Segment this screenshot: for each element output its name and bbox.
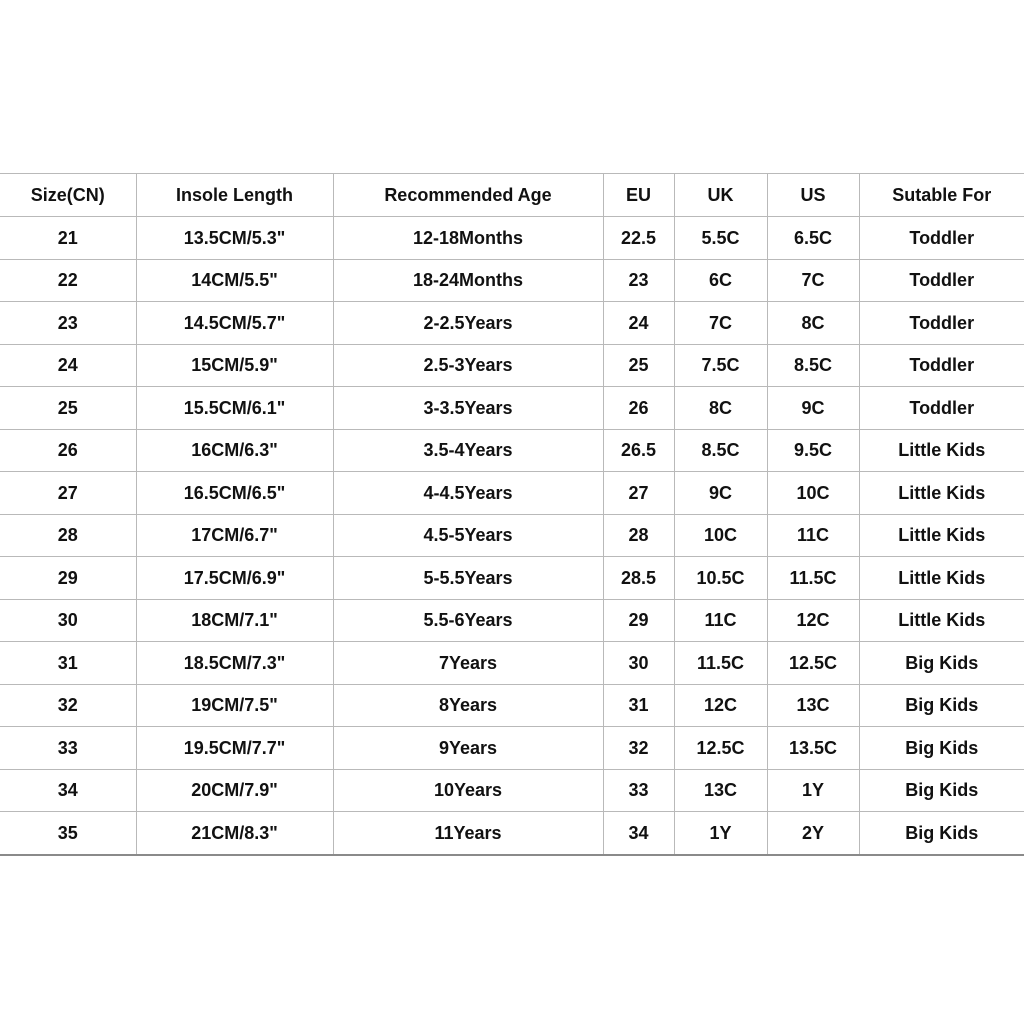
cell-us: 12C <box>767 599 859 642</box>
cell-recommended-age: 12-18Months <box>333 217 603 260</box>
cell-eu: 26 <box>603 387 674 430</box>
cell-insole-length: 19.5CM/7.7" <box>136 727 333 770</box>
cell-eu: 34 <box>603 812 674 855</box>
table-row <box>0 684 1024 727</box>
cell-suitable-for: Little Kids <box>859 514 1024 557</box>
cell-size-cn: 31 <box>0 642 136 685</box>
size-chart-table <box>0 173 1024 856</box>
cell-uk: 1Y <box>674 812 767 855</box>
cell-uk: 11C <box>674 599 767 642</box>
cell-us: 1Y <box>767 769 859 812</box>
cell-insole-length: 16CM/6.3" <box>136 429 333 472</box>
column-header-uk: UK <box>674 174 767 217</box>
cell-us: 7C <box>767 259 859 302</box>
column-header-us: US <box>767 174 859 217</box>
table-row <box>0 344 1024 387</box>
cell-uk: 9C <box>674 472 767 515</box>
cell-recommended-age: 11Years <box>333 812 603 855</box>
cell-size-cn: 28 <box>0 514 136 557</box>
cell-eu: 31 <box>603 684 674 727</box>
cell-size-cn: 23 <box>0 302 136 345</box>
cell-eu: 26.5 <box>603 429 674 472</box>
cell-insole-length: 17CM/6.7" <box>136 514 333 557</box>
cell-recommended-age: 9Years <box>333 727 603 770</box>
cell-uk: 11.5C <box>674 642 767 685</box>
cell-us: 12.5C <box>767 642 859 685</box>
cell-recommended-age: 7Years <box>333 642 603 685</box>
cell-insole-length: 15.5CM/6.1" <box>136 387 333 430</box>
cell-suitable-for: Toddler <box>859 259 1024 302</box>
table-row <box>0 387 1024 430</box>
cell-recommended-age: 18-24Months <box>333 259 603 302</box>
table-row <box>0 727 1024 770</box>
cell-recommended-age: 10Years <box>333 769 603 812</box>
cell-insole-length: 15CM/5.9" <box>136 344 333 387</box>
cell-recommended-age: 4.5-5Years <box>333 514 603 557</box>
cell-eu: 28 <box>603 514 674 557</box>
cell-insole-length: 17.5CM/6.9" <box>136 557 333 600</box>
cell-suitable-for: Toddler <box>859 344 1024 387</box>
cell-uk: 7.5C <box>674 344 767 387</box>
cell-us: 11.5C <box>767 557 859 600</box>
table-row <box>0 429 1024 472</box>
size-chart-body <box>0 217 1024 855</box>
cell-eu: 28.5 <box>603 557 674 600</box>
table-row <box>0 642 1024 685</box>
cell-recommended-age: 3-3.5Years <box>333 387 603 430</box>
cell-eu: 24 <box>603 302 674 345</box>
cell-size-cn: 29 <box>0 557 136 600</box>
cell-size-cn: 26 <box>0 429 136 472</box>
cell-uk: 12C <box>674 684 767 727</box>
cell-suitable-for: Little Kids <box>859 599 1024 642</box>
cell-insole-length: 19CM/7.5" <box>136 684 333 727</box>
cell-size-cn: 33 <box>0 727 136 770</box>
cell-us: 13.5C <box>767 727 859 770</box>
cell-us: 2Y <box>767 812 859 855</box>
cell-insole-length: 20CM/7.9" <box>136 769 333 812</box>
cell-us: 11C <box>767 514 859 557</box>
cell-insole-length: 13.5CM/5.3" <box>136 217 333 260</box>
cell-eu: 29 <box>603 599 674 642</box>
cell-recommended-age: 4-4.5Years <box>333 472 603 515</box>
cell-eu: 33 <box>603 769 674 812</box>
cell-insole-length: 14CM/5.5" <box>136 259 333 302</box>
table-row <box>0 302 1024 345</box>
cell-eu: 23 <box>603 259 674 302</box>
cell-eu: 22.5 <box>603 217 674 260</box>
cell-uk: 6C <box>674 259 767 302</box>
cell-eu: 32 <box>603 727 674 770</box>
cell-uk: 10.5C <box>674 557 767 600</box>
cell-insole-length: 21CM/8.3" <box>136 812 333 855</box>
column-header-recommended-age: Recommended Age <box>333 174 603 217</box>
cell-suitable-for: Big Kids <box>859 642 1024 685</box>
cell-size-cn: 34 <box>0 769 136 812</box>
cell-suitable-for: Little Kids <box>859 472 1024 515</box>
cell-recommended-age: 2.5-3Years <box>333 344 603 387</box>
cell-size-cn: 35 <box>0 812 136 855</box>
cell-us: 6.5C <box>767 217 859 260</box>
table-row <box>0 812 1024 855</box>
column-header-eu: EU <box>603 174 674 217</box>
cell-size-cn: 24 <box>0 344 136 387</box>
cell-us: 9.5C <box>767 429 859 472</box>
cell-eu: 30 <box>603 642 674 685</box>
cell-uk: 12.5C <box>674 727 767 770</box>
cell-us: 8.5C <box>767 344 859 387</box>
table-row <box>0 599 1024 642</box>
table-row <box>0 769 1024 812</box>
cell-uk: 8C <box>674 387 767 430</box>
cell-suitable-for: Toddler <box>859 387 1024 430</box>
cell-recommended-age: 5.5-6Years <box>333 599 603 642</box>
cell-size-cn: 30 <box>0 599 136 642</box>
cell-suitable-for: Big Kids <box>859 769 1024 812</box>
table-row <box>0 259 1024 302</box>
column-header-size-cn: Size(CN) <box>0 174 136 217</box>
cell-uk: 8.5C <box>674 429 767 472</box>
cell-us: 9C <box>767 387 859 430</box>
column-header-suitable-for: Sutable For <box>859 174 1024 217</box>
cell-eu: 25 <box>603 344 674 387</box>
cell-suitable-for: Little Kids <box>859 429 1024 472</box>
cell-insole-length: 16.5CM/6.5" <box>136 472 333 515</box>
cell-recommended-age: 8Years <box>333 684 603 727</box>
table-row <box>0 217 1024 260</box>
header-row <box>0 174 1024 217</box>
cell-suitable-for: Big Kids <box>859 727 1024 770</box>
cell-us: 8C <box>767 302 859 345</box>
cell-uk: 13C <box>674 769 767 812</box>
column-header-insole-length: Insole Length <box>136 174 333 217</box>
cell-uk: 5.5C <box>674 217 767 260</box>
cell-eu: 27 <box>603 472 674 515</box>
cell-recommended-age: 3.5-4Years <box>333 429 603 472</box>
cell-us: 13C <box>767 684 859 727</box>
cell-suitable-for: Big Kids <box>859 812 1024 855</box>
cell-us: 10C <box>767 472 859 515</box>
cell-size-cn: 32 <box>0 684 136 727</box>
cell-recommended-age: 5-5.5Years <box>333 557 603 600</box>
cell-suitable-for: Big Kids <box>859 684 1024 727</box>
table-row <box>0 557 1024 600</box>
cell-insole-length: 14.5CM/5.7" <box>136 302 333 345</box>
cell-suitable-for: Toddler <box>859 302 1024 345</box>
table-row <box>0 472 1024 515</box>
cell-uk: 7C <box>674 302 767 345</box>
cell-uk: 10C <box>674 514 767 557</box>
cell-suitable-for: Toddler <box>859 217 1024 260</box>
table-row <box>0 514 1024 557</box>
cell-insole-length: 18.5CM/7.3" <box>136 642 333 685</box>
cell-recommended-age: 2-2.5Years <box>333 302 603 345</box>
cell-insole-length: 18CM/7.1" <box>136 599 333 642</box>
cell-size-cn: 25 <box>0 387 136 430</box>
cell-size-cn: 22 <box>0 259 136 302</box>
cell-size-cn: 21 <box>0 217 136 260</box>
cell-size-cn: 27 <box>0 472 136 515</box>
cell-suitable-for: Little Kids <box>859 557 1024 600</box>
